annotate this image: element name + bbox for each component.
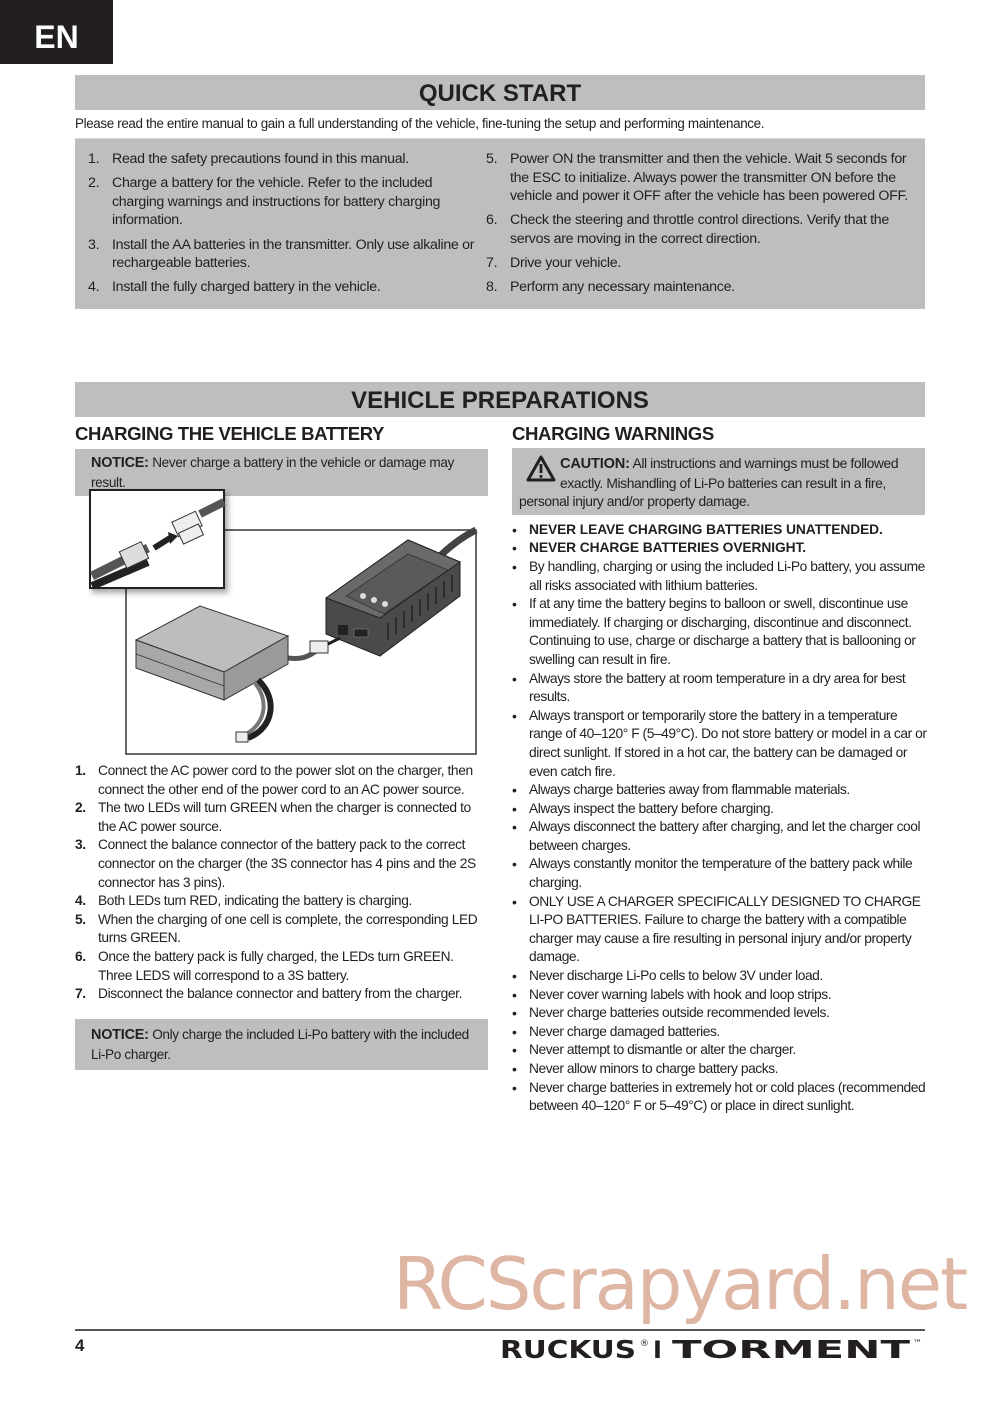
vehicle-preparations-title: VEHICLE PREPARATIONS: [75, 382, 925, 417]
brand-separator: I: [653, 1337, 662, 1361]
notice-label: NOTICE:: [91, 455, 149, 471]
warning-text: Always transport or temporarily store the battery in a temperature range of 40–120° F (5–49°C). Do not store battery or model in a car or direct sunlight. If stored in a hot car, the battery can be damaged or even catch fire.: [529, 707, 927, 779]
caution-line-1: [519, 454, 919, 474]
bullet-icon: •: [512, 968, 517, 985]
brand-logo: [500, 1337, 930, 1361]
step-text: Read the safety precautions found in this manual.: [112, 151, 409, 167]
step-number: 3.: [75, 837, 86, 853]
caution-label: CAUTION:: [560, 456, 630, 472]
charging-step: [75, 799, 490, 836]
warning-item: [512, 800, 927, 819]
step-text: When the charging of one cell is complete, the corresponding LED turns GREEN.: [98, 911, 478, 946]
language-tab: EN: [0, 0, 113, 64]
quick-start-step: [486, 211, 916, 248]
step-text: Disconnect the balance connector and battery from the charger.: [98, 986, 463, 1002]
warning-item: [512, 707, 927, 781]
step-text: Both LEDs turn RED, indicating the battery is charging.: [98, 893, 412, 909]
bullet-icon: •: [512, 893, 517, 910]
brand-torment: TORMENT: [672, 1337, 910, 1361]
step-number: 3.: [88, 236, 100, 253]
watermark: RCScrapyard.net: [393, 1242, 967, 1326]
bullet-icon: •: [512, 1005, 517, 1022]
bullet-icon: •: [512, 1061, 517, 1077]
step-text: Connect the AC power cord to the power slot on the charger, then connect the other end of the power cord to an AC power source.: [98, 763, 473, 797]
warning-item: [512, 1060, 927, 1079]
charging-step: [75, 985, 490, 1004]
quick-start-step: [486, 150, 916, 206]
bullet-icon: •: [512, 800, 517, 817]
charging-left-flow: [75, 762, 490, 1070]
step-text: Install the AA batteries in the transmitter. Only use alkaline or rechargeable batteries.: [112, 236, 475, 272]
quick-start-step: [88, 150, 478, 169]
warning-text: Never charge batteries in extremely hot or cold places (recommended between 40–120° F or 5–49°C) or place in direct sunlight.: [529, 1079, 926, 1114]
warning-item: [512, 670, 927, 707]
bullet-icon: •: [512, 540, 517, 557]
warning-item: [512, 595, 927, 669]
charging-warnings-heading: CHARGING WARNINGS: [512, 423, 714, 444]
warning-text: Always disconnect the battery after charging, and let the charger cool between charges.: [529, 819, 921, 853]
lead-connector: [236, 732, 248, 742]
step-text: Once the battery pack is fully charged, the LEDs turn GREEN. Three LEDS will correspond to a 3S battery.: [98, 948, 454, 983]
warning-text: Never cover warning labels with hook and loop strips.: [529, 986, 832, 1002]
warning-item: [512, 818, 927, 855]
quick-start-step: [88, 174, 478, 230]
warning-item: [512, 539, 927, 558]
bullet-icon: •: [512, 707, 517, 724]
page-number: 4: [75, 1336, 85, 1355]
notice-text: Only charge the included Li-Po battery with the included Li-Po charger.: [91, 1026, 469, 1062]
warning-item: [512, 558, 927, 595]
warning-item: [512, 893, 927, 967]
step-text: Power ON the transmitter and then the vehicle. Wait 5 seconds for the ESC to initialize. Always power the transmitter ON before the vehicle and power it OFF after the vehicle has been powered OFF.: [510, 151, 908, 205]
step-number: 2.: [75, 800, 86, 816]
caution-text-2: exactly. Mishandling of Li-Po batteries can result in a fire,: [560, 474, 886, 491]
step-number: 8.: [486, 279, 498, 296]
bullet-icon: •: [512, 1042, 517, 1059]
caution-box: [512, 448, 925, 515]
footer-rule: [75, 1329, 925, 1331]
connector-inset: [90, 490, 224, 588]
battery-charger-illustration: [88, 488, 478, 756]
caution-line-3: [519, 492, 919, 511]
charging-battery-heading: CHARGING THE VEHICLE BATTERY: [75, 423, 385, 444]
notice-bottom: [75, 1019, 488, 1070]
caution-text-1: All instructions and warnings must be followed: [632, 455, 899, 471]
warning-item: [512, 1004, 927, 1023]
step-text: Check the steering and throttle control directions. Verify that the servos are moving in the correct direction.: [510, 212, 889, 247]
bullet-icon: •: [512, 521, 517, 538]
quick-start-left-column: [88, 150, 478, 303]
charging-step: [75, 911, 490, 948]
charging-step: [75, 892, 490, 911]
step-text: Install the fully charged battery in the vehicle.: [112, 279, 381, 296]
warning-text: Never attempt to dismantle or alter the charger.: [529, 1042, 796, 1058]
bullet-icon: •: [512, 596, 517, 613]
step-number: 5.: [486, 151, 498, 167]
bullet-icon: •: [512, 558, 517, 575]
warning-triangle-icon: [526, 455, 556, 482]
quick-start-steps-box: [75, 138, 925, 309]
quick-start-title: QUICK START: [75, 75, 925, 110]
warning-item: [512, 781, 927, 800]
warning-item: [512, 521, 927, 540]
bullet-icon: •: [512, 1079, 517, 1096]
brand-trademark: ™: [913, 1339, 922, 1349]
warning-text: NEVER CHARGE BATTERIES OVERNIGHT.: [529, 540, 807, 556]
charging-step: [75, 836, 490, 892]
charging-step: [75, 948, 490, 985]
notice-text: Never charge a battery in the vehicle or damage may result.: [91, 455, 454, 490]
step-text: Perform any necessary maintenance.: [510, 279, 735, 296]
step-text: Drive your vehicle.: [510, 255, 621, 272]
step-number: 2.: [88, 175, 100, 192]
quick-start-step: [88, 236, 478, 273]
notice-label: NOTICE:: [91, 1026, 149, 1043]
step-number: 7.: [75, 986, 86, 1002]
step-number: 1.: [75, 763, 86, 778]
warning-text: Always inspect the battery before charging.: [529, 800, 774, 816]
warning-item: [512, 1041, 927, 1060]
quick-start-step: [486, 254, 916, 273]
step-number: 5.: [75, 911, 86, 927]
quick-start-right-column: [486, 150, 916, 303]
warning-text: If at any time the battery begins to balloon or swell, discontinue use immediately. If charging or discharging, discontinue and disconnect. Continuing to use, charge or discharge a battery that is ballooning or swelling can result in fire.: [529, 596, 916, 667]
step-number: 1.: [88, 151, 100, 167]
warning-text: Never allow minors to charge battery packs.: [529, 1061, 779, 1076]
bullet-icon: •: [512, 1023, 517, 1040]
warning-item: [512, 1023, 927, 1042]
step-text: The two LEDs will turn GREEN when the charger is connected to the AC power source.: [98, 800, 471, 834]
charging-step: [75, 762, 490, 799]
quick-start-intro: Please read the entire manual to gain a full understanding of the vehicle, fine-tuning the setup and performing maintenance.: [75, 116, 765, 131]
warning-text: Never charge damaged batteries.: [529, 1023, 720, 1039]
bullet-icon: •: [512, 986, 517, 1003]
bullet-icon: •: [512, 670, 517, 687]
charging-warnings-flow: [512, 448, 927, 1116]
step-text: Connect the balance connector of the battery pack to the correct connector on the charger (the 3S connector has 4 pins and the 2S connector has 3 pins).: [98, 837, 476, 890]
warning-item: [512, 1079, 927, 1116]
warning-text: Never discharge Li-Po cells to below 3V under load.: [529, 968, 823, 984]
quick-start-step: [88, 278, 478, 297]
step-number: 4.: [88, 279, 100, 296]
step-text: Charge a battery for the vehicle. Refer to the included charging warnings and instructions for battery charging information.: [112, 175, 441, 229]
step-number: 4.: [75, 893, 86, 909]
warning-item: [512, 967, 927, 986]
step-number: 7.: [486, 255, 498, 272]
bullet-icon: •: [512, 819, 517, 836]
caution-text-3: personal injury and/or property damage.: [519, 493, 750, 510]
warning-text: Always store the battery at room temperature in a dry area for best results.: [529, 670, 906, 705]
charging-warnings-list: [512, 521, 927, 1116]
warning-item: [512, 986, 927, 1005]
caution-line-2: [519, 474, 919, 493]
warning-text: Never charge batteries outside recommended levels.: [529, 1005, 830, 1021]
warning-text: NEVER LEAVE CHARGING BATTERIES UNATTENDED.: [529, 521, 883, 537]
bullet-icon: •: [512, 782, 517, 799]
brand-ruckus: RUCKUS: [500, 1337, 636, 1361]
balance-connector: [310, 641, 328, 653]
bullet-icon: •: [512, 856, 517, 873]
warning-text: By handling, charging or using the included Li-Po battery, you assume all risks associated with lithium batteries.: [529, 558, 925, 593]
warning-text: Always constantly monitor the temperature of the battery pack while charging.: [529, 856, 913, 891]
step-number: 6.: [486, 212, 498, 229]
charging-steps-list: [75, 762, 490, 1004]
step-number: 6.: [75, 948, 86, 964]
warning-text: ONLY USE A CHARGER SPECIFICALLY DESIGNED TO CHARGE LI-PO BATTERIES. Failure to charge the battery with a compatible charger may cause a fire resulting in personal injury and/or property damage.: [529, 893, 921, 965]
warning-text: Always charge batteries away from flammable materials.: [529, 782, 850, 798]
quick-start-step: [486, 278, 916, 297]
warning-item: [512, 855, 927, 892]
brand-registered: ®: [640, 1339, 649, 1349]
